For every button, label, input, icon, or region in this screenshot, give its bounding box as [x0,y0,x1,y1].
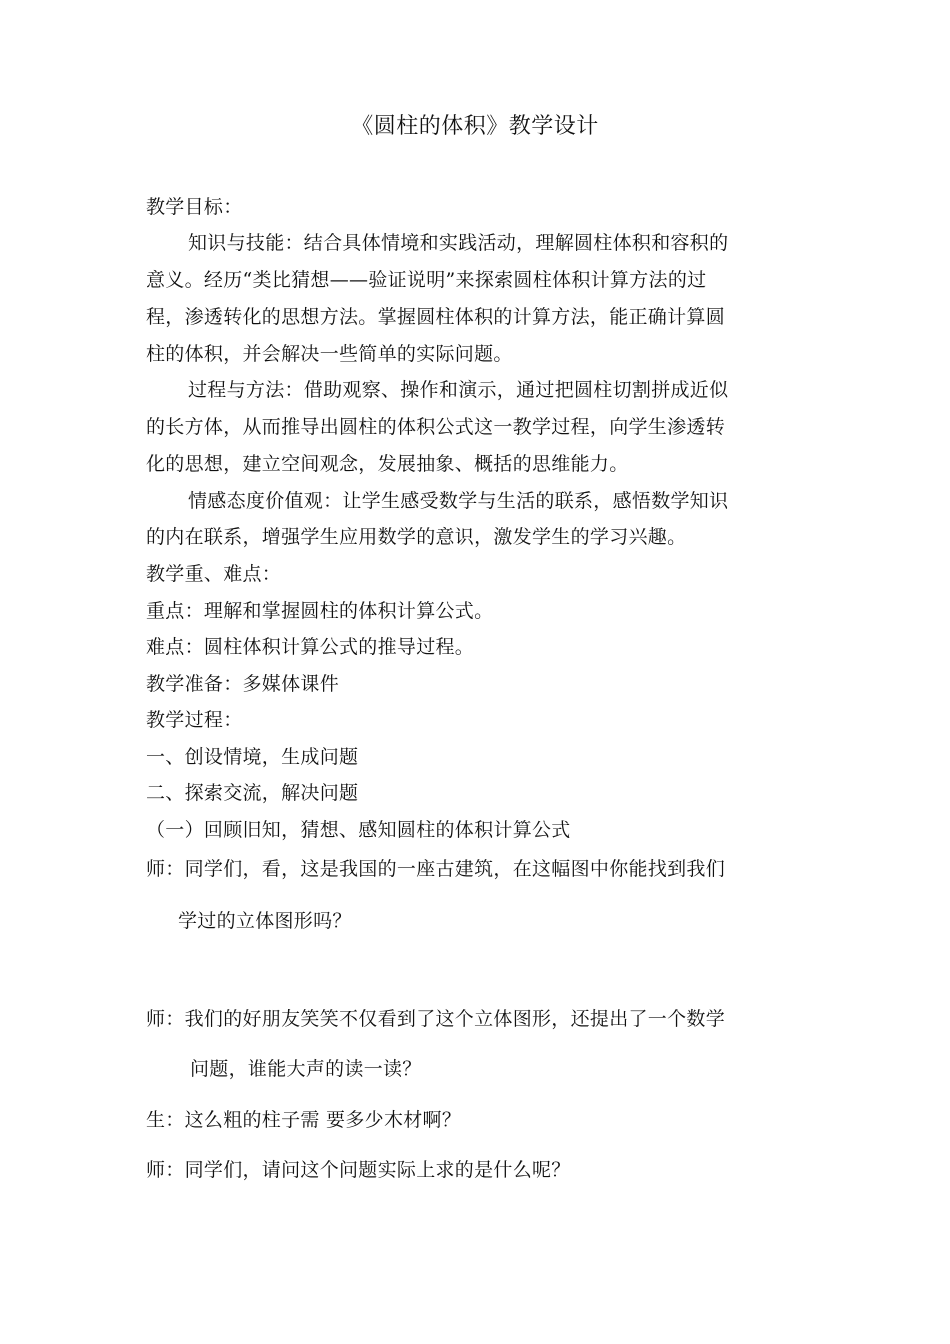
dialogue-line: 师：我们的好朋友笑笑不仅看到了这个立体图形，还提出了一个数学 [146,1008,726,1030]
dialogue-line: 生：这么粗的柱子需 要多少木材啊？ [146,1109,462,1131]
heading-key-points: 教学重、难点： [146,563,282,585]
subsection-heading: （一）回顾旧知，猜想、感知圆柱的体积计算公式 [146,819,571,841]
heading-teaching-process: 教学过程： [146,709,243,731]
paragraph-line: 难点：圆柱体积计算公式的推导过程。 [146,636,475,658]
paragraph-line: 情感态度价值观：让学生感受数学与生活的联系，感悟数学知识 [188,490,729,512]
paragraph-line: 程，渗透转化的思想方法。掌握圆柱体积的计算方法，能正确计算圆 [146,306,726,328]
paragraph-line: 意义。经历“类比猜想——验证说明”来探索圆柱体积计算方法的过 [146,269,707,291]
dialogue-line: 学过的立体图形吗？ [178,910,352,932]
dialogue-line: 问题，谁能大声的读一读？ [190,1058,422,1080]
dialogue-line: 师：同学们，看，这是我国的一座古建筑，在这幅图中你能找到我们 [146,858,726,880]
dialogue-line: 师：同学们，请问这个问题实际上求的是什么呢？ [146,1159,571,1181]
paragraph-line: 过程与方法：借助观察、操作和演示，通过把圆柱切割拼成近似 [188,379,729,401]
paragraph-line: 化的思想，建立空间观念，发展抽象、概括的思维能力。 [146,453,629,475]
document-title: 《圆柱的体积》教学设计 [351,114,599,139]
paragraph-line: 的内在联系，增强学生应用数学的意识，激发学生的学习兴趣。 [146,526,687,548]
section-heading: 二、探索交流，解决问题 [146,782,359,804]
section-heading: 一、创设情境，生成问题 [146,746,359,768]
paragraph-line: 教学准备：多媒体课件 [146,673,340,695]
paragraph-line: 重点：理解和掌握圆柱的体积计算公式。 [146,600,494,622]
heading-teaching-objectives: 教学目标： [146,196,243,218]
paragraph-line: 柱的体积，并会解决一些简单的实际问题。 [146,343,513,365]
paragraph-line: 知识与技能：结合具体情境和实践活动，理解圆柱体积和容积的 [188,232,729,254]
paragraph-line: 的长方体，从而推导出圆柱的体积公式这一教学过程，向学生渗透转 [146,416,726,438]
